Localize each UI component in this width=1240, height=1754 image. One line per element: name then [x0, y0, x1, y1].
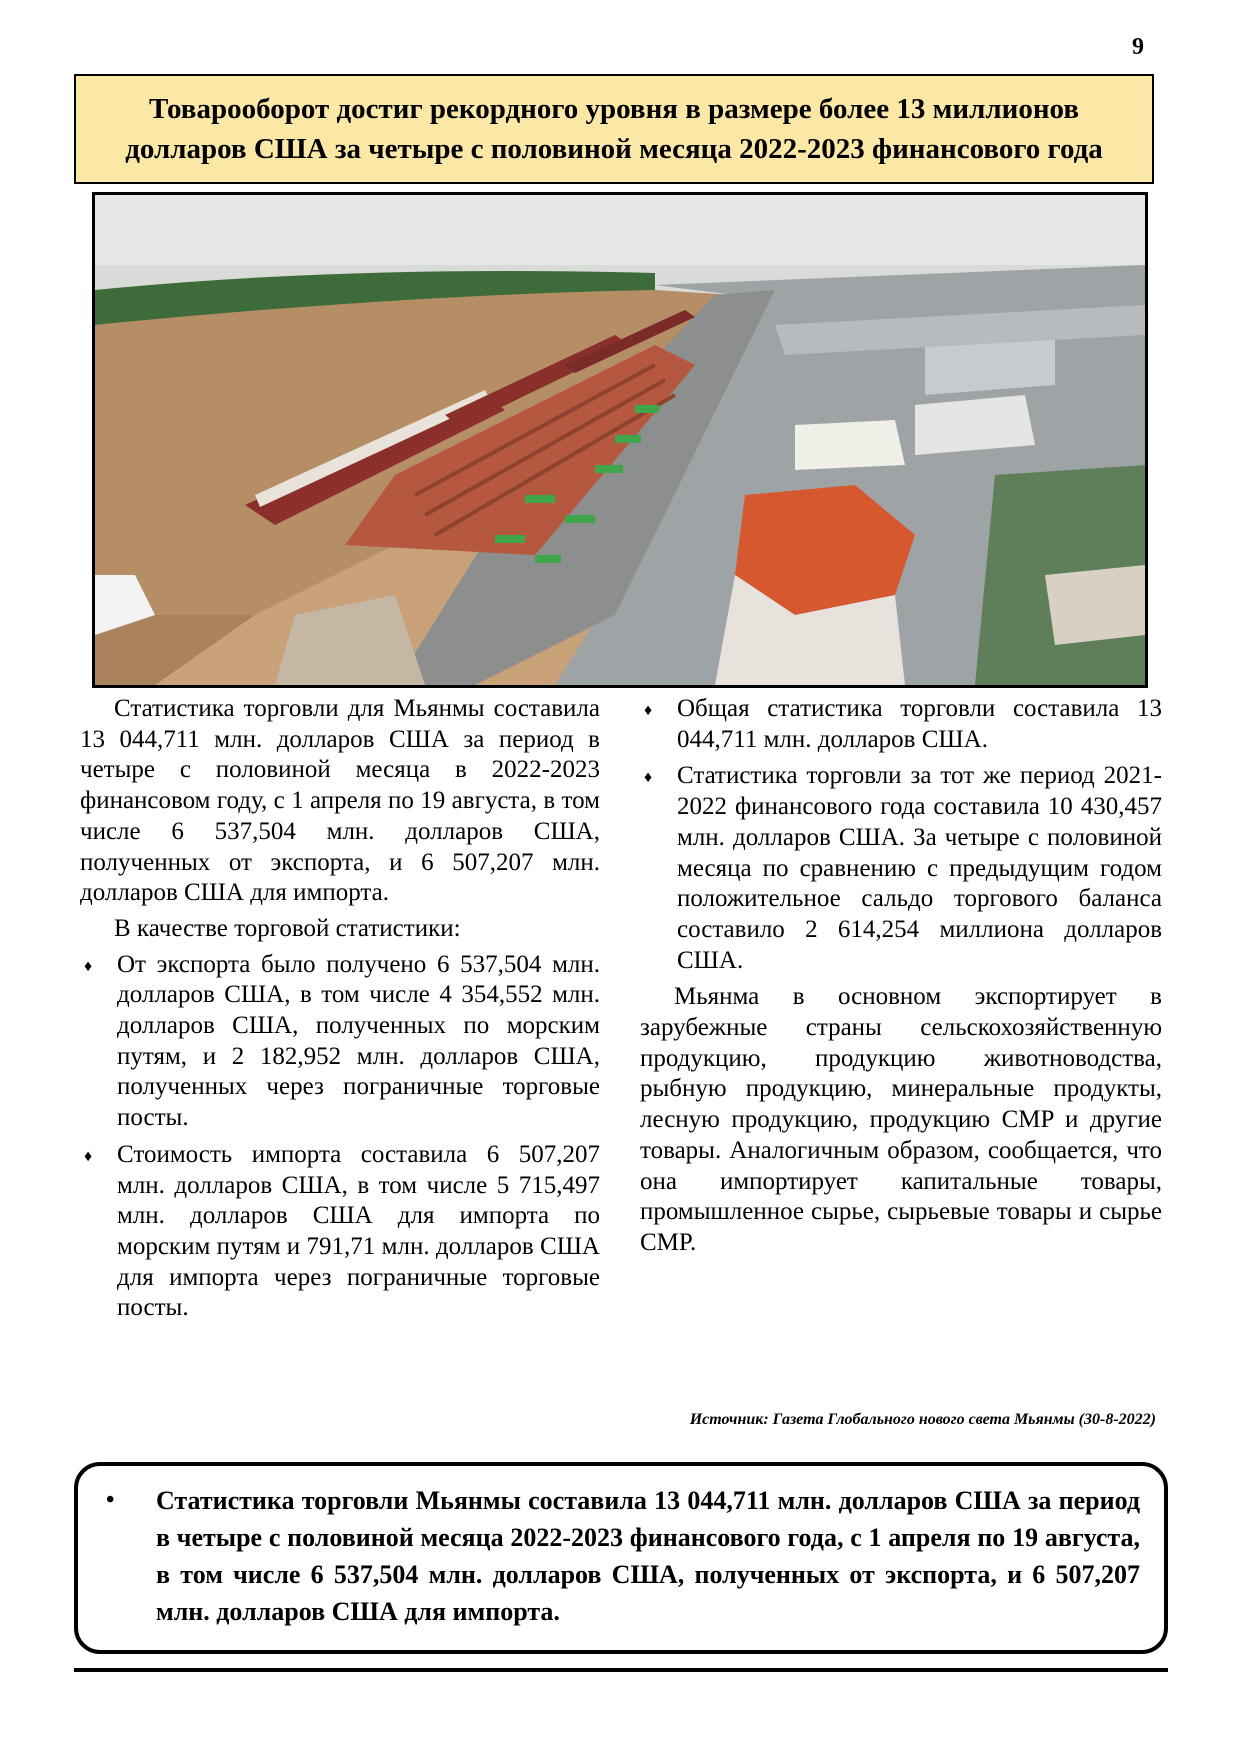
intro-paragraph: Статистика торговли для Мьянмы составила 13 044,711 млн. долларов США за период в четыре с половиной месяца в 2022-2023 финансовом году, с 1 апреля по 19 августа, в том числе 6 537,504 млн. долларов США, полученных от экспорта, и 6 507,207 млн. долларов США для импорта.: [80, 695, 600, 907]
list-item: [640, 694, 1162, 755]
diamond-bullet-icon: ♦: [644, 769, 653, 787]
summary-text: Статистика торговли Мьянмы составила 13 044,711 млн. долларов США за период в четыре с половиной месяца 2022-2023 финансового года, с 1 апреля по 19 августа, в том числе 6 537,504 млн. долларов США, полученных от экспорта, и 6 507,207 млн. долларов США для импорта.: [156, 1486, 1140, 1626]
headline-box: [74, 74, 1154, 184]
port-aerial-photo: [92, 192, 1148, 688]
summary-box: [74, 1462, 1168, 1654]
list-item: [80, 950, 600, 1134]
summary-bullet-icon: •: [106, 1487, 115, 1513]
totals-list: [640, 694, 1162, 976]
export-bullet-text: От экспорта было получено 6 537,504 млн. долларов США, в том числе 4 354,552 млн. долларов США, полученных по морским путям, и 2 182,952 млн. долларов США, полученных через пограничные торговые посты.: [117, 950, 600, 1132]
diamond-bullet-icon: ♦: [84, 1147, 93, 1165]
left-column: [80, 694, 600, 1330]
source-citation: Источник: Газета Глобального нового света Мьянмы (30-8-2022): [689, 1411, 1156, 1428]
list-item: [640, 761, 1162, 976]
headline-text: Товарооборот достиг рекордного уровня в размере более 13 миллионов долларов США за четыре с половиной месяца 2022-2023 финансового года: [125, 93, 1103, 165]
diamond-bullet-icon: ♦: [644, 702, 653, 719]
import-bullet-text: Стоимость импорта составила 6 507,207 млн. долларов США, в том числе 5 715,497 млн. долларов США для импорта по морским путям и 791,71 млн. долларов США для импорта через пограничные торговые посты.: [117, 1140, 600, 1322]
port-photo-illustration: [95, 195, 1145, 685]
comparison-bullet-text: Статистика торговли за тот же период 2021-2022 финансового года составила 10 430,457 млн. долларов США. За четыре с половиной месяца по сравнению с предыдущим годом положительное сальдо торгового баланса составило 2 614,254 миллиона долларов США.: [677, 762, 1162, 974]
total-bullet-text: Общая статистика торговли составила 13 044,711 млн. долларов США.: [677, 695, 1162, 753]
right-column: [640, 694, 1162, 1264]
diamond-bullet-icon: ♦: [84, 957, 93, 975]
page-number: 9: [1132, 34, 1144, 60]
closing-paragraph: Мьянма в основном экспортирует в зарубежные страны сельскохозяйственную продукцию, продукцию животноводства, рыбную продукцию, минеральные продукты, лесную продукцию, продукцию CMP и другие товары. Аналогичным образом, сообщается, что она импортирует капитальные товары, промышленное сырье, сырьевые товары и сырье CMP.: [640, 983, 1162, 1256]
stats-heading: В качестве торговой статистики:: [114, 914, 461, 942]
export-import-list: [80, 950, 600, 1324]
bottom-rule: [74, 1668, 1168, 1672]
list-item: [80, 1140, 600, 1324]
